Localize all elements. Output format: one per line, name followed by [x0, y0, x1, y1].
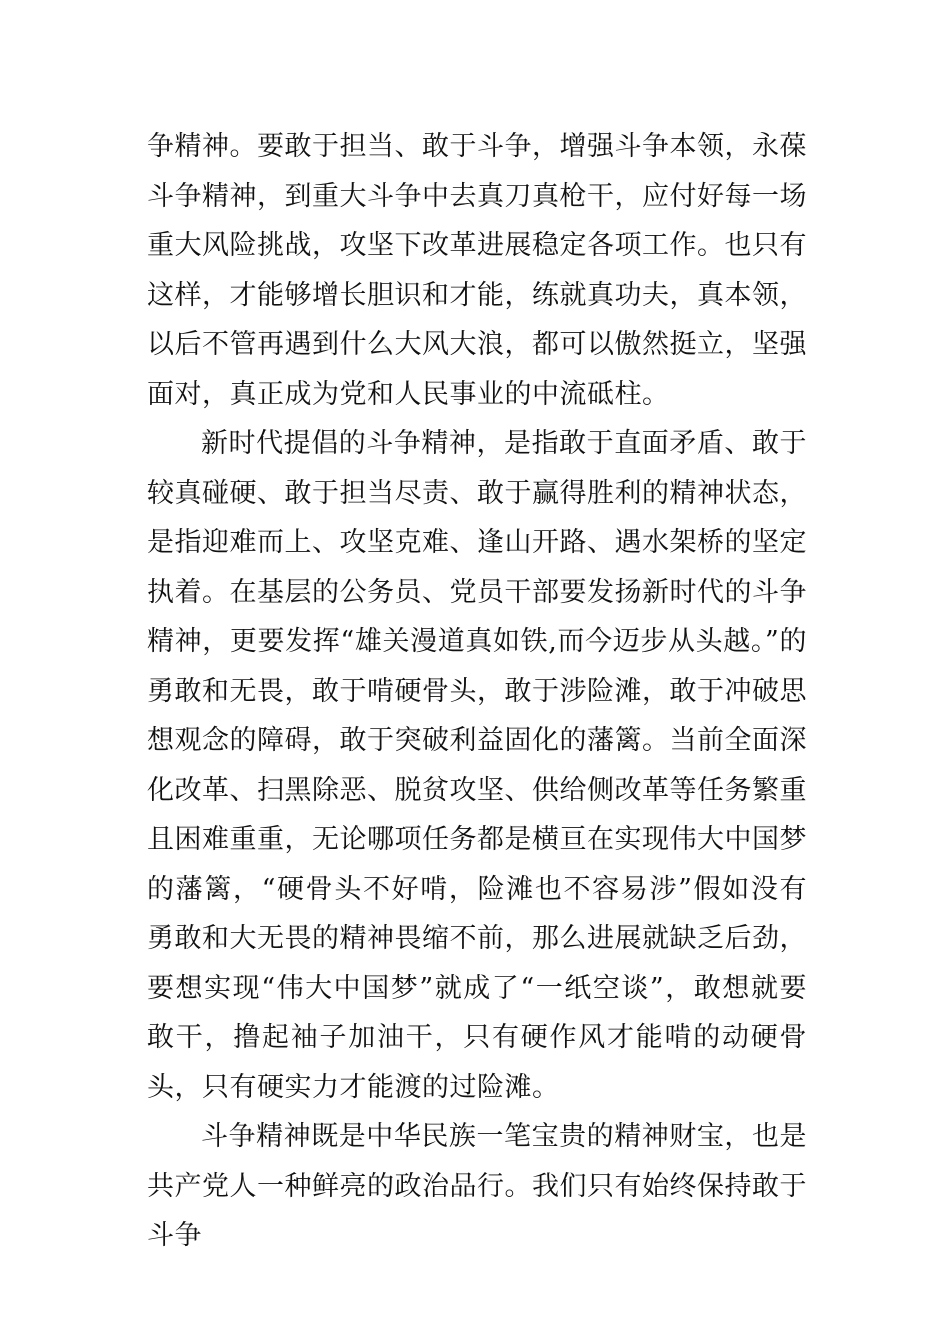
- paragraph-1: 争精神。要敢于担当、敢于斗争，增强斗争本领，永葆斗争精神，到重大斗争中去真刀真枪干，应付好每一场重大风险挑战，攻坚下改革进展稳定各项工作。也只有这样，才能够增长胆识和才能，练就真功夫，真本领，以后不管再遇到什么大风大浪，都可以傲然挺立，坚强面对，真正成为党和人民事业的中流砥柱。: [147, 131, 807, 410]
- paragraph-3: 斗争精神既是中华民族一笔宝贵的精神财宝，也是共产党人一种鲜亮的政治品行。我们只有始终保持敢于斗争: [147, 1121, 807, 1251]
- paragraph-2: 新时代提倡的斗争精神，是指敢于直面矛盾、敢于较真碰硬、敢于担当尽责、敢于赢得胜利的精神状态，是指迎难而上、攻坚克难、逢山开路、遇水架桥的坚定执着。在基层的公务员、党员干部要发扬新时代的斗争精神，更要发挥“雄关漫道真如铁,而今迈步从头越。”的勇敢和无畏，敢于啃硬骨头，敢于涉险滩，敢于冲破思想观念的障碍，敢于突破利益固化的藩篱。当前全面深化改革、扫黑除恶、脱贫攻坚、供给侧改革等任务繁重且困难重重，无论哪项任务都是横亘在实现伟大中国梦的藩篱，“硬骨头不好啃，险滩也不容易涉”假如没有勇敢和大无畏的精神畏缩不前，那么进展就缺乏后劲，要想实现“伟大中国梦”就成了“一纸空谈”，敢想就要敢干，撸起袖子加油干，只有硬作风才能啃的动硬骨头，只有硬实力才能渡的过险滩。: [147, 428, 807, 1103]
- body-text: [147, 122, 807, 1261]
